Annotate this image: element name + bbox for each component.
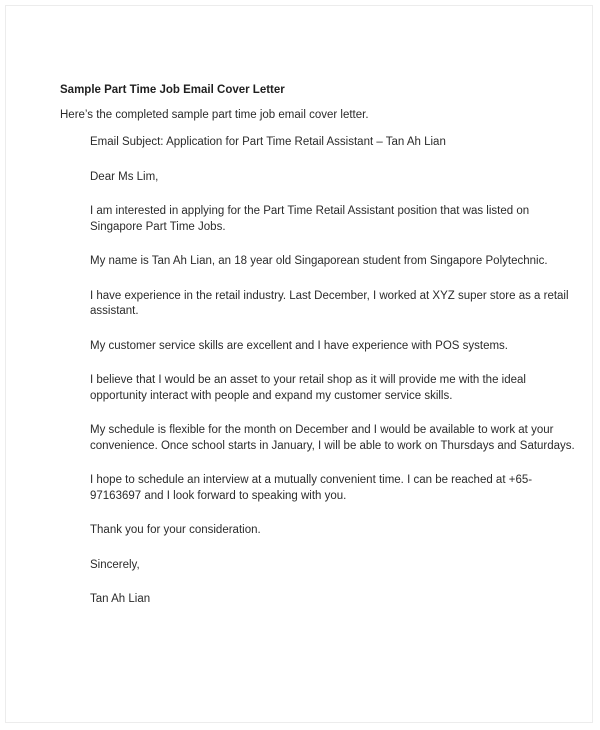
document-intro: Here’s the completed sample part time job email cover letter. <box>60 108 369 121</box>
paragraph-line: assistant. <box>90 305 139 317</box>
letter-paragraph-interview <box>90 473 552 504</box>
paragraph-line: convenience. Once school starts in January, I will be able to work on Thursdays and Saturdays. <box>90 439 575 452</box>
email-subject-line <box>90 135 552 151</box>
paragraph-line: Tan Ah Lian <box>90 593 151 605</box>
letter-paragraph-interest <box>90 204 552 235</box>
document-content <box>6 6 592 608</box>
paragraph-line: opportunity interact with people and expand my customer service skills. <box>90 389 453 402</box>
document-heading: Sample Part Time Job Email Cover Letter <box>60 84 285 96</box>
paragraph-line: 97163697 and I look forward to speaking with you. <box>90 489 347 502</box>
document-page <box>5 5 593 723</box>
letter-body <box>60 135 575 608</box>
paragraph-line: My customer service skills are excellent and I have experience with POS systems. <box>90 339 508 352</box>
letter-paragraph-introduction <box>90 254 552 270</box>
paragraph-line: My name is Tan Ah Lian, an 18 year old Singaporean student from Singapore Polytechnic. <box>90 255 548 267</box>
paragraph-line: Thank you for your consideration. <box>90 524 261 536</box>
paragraph-line: I have experience in the retail industry. Last December, I worked at XYZ super store as a retail <box>90 289 569 302</box>
letter-paragraph-asset <box>90 373 552 404</box>
letter-paragraph-schedule <box>90 423 575 454</box>
signature-name <box>90 592 552 608</box>
closing <box>90 558 552 574</box>
paragraph-line: Dear Ms Lim, <box>90 170 159 183</box>
letter-paragraph-thanks <box>90 523 552 539</box>
paragraph-line: I am interested in applying for the Part Time Retail Assistant position that was listed on <box>90 205 530 217</box>
paragraph-line: I hope to schedule an interview at a mutually convenient time. I can be reached at +65- <box>90 474 533 486</box>
paragraph-line: Singapore Part Time Jobs. <box>90 220 226 233</box>
paragraph-line: I believe that I would be an asset to your retail shop as it will provide me with the ideal <box>90 374 526 386</box>
paragraph-line: Email Subject: Application for Part Time Retail Assistant – Tan Ah Lian <box>90 136 446 148</box>
salutation <box>90 170 552 186</box>
letter-paragraph-skills <box>90 339 552 355</box>
letter-paragraph-experience <box>90 289 569 320</box>
paragraph-line: Sincerely, <box>90 558 140 571</box>
paragraph-line: My schedule is flexible for the month on December and I would be available to work at your <box>90 424 554 436</box>
